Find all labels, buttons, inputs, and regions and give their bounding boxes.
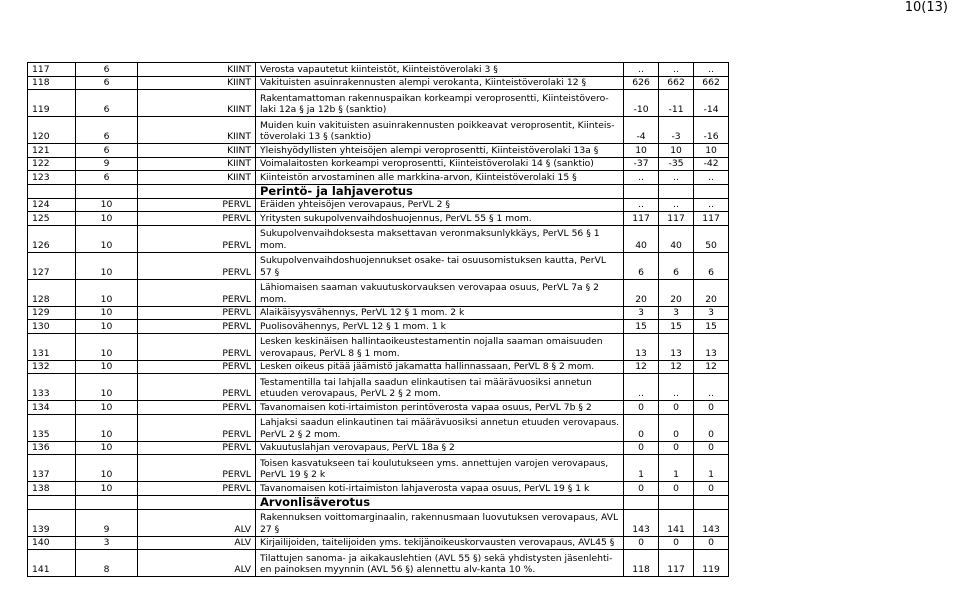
- value-cell: ..: [694, 374, 729, 401]
- empty-cell: [28, 184, 76, 198]
- description-line: Lesken keskinäisen hallintaoikeustestamentin nojalla saaman omaisuuden: [260, 336, 603, 348]
- row-number: 134: [28, 401, 76, 415]
- law-code: PERVL: [138, 306, 256, 320]
- table-row: [28, 550, 729, 577]
- description-line: etuuden verovapaus, PerVL 2 § 2 mom.: [260, 388, 441, 400]
- value-cell: 1: [624, 455, 659, 482]
- description-line: Puolisovähennys, PerVL 12 § 1 mom. 1 k: [260, 320, 446, 332]
- value-cell: ..: [659, 374, 694, 401]
- description-cell: [256, 117, 624, 144]
- law-code: PERVL: [138, 482, 256, 496]
- value-cell: 3: [694, 306, 729, 320]
- table-row: [28, 198, 729, 212]
- table-row: [28, 212, 729, 226]
- value-cell: 13: [624, 333, 659, 360]
- value-cell: ..: [694, 198, 729, 212]
- value-cell: 662: [694, 76, 729, 90]
- row-number: 128: [28, 279, 76, 306]
- description-line: Rakentamattoman rakennuspaikan korkeampi veroprosentti, Kiinteistövero-: [260, 92, 609, 104]
- table-row: [28, 401, 729, 415]
- description-line: Vakuutuslahjan verovapaus, PerVL 18a § 2: [260, 442, 455, 454]
- description-line: Voimalaitosten korkeampi veroprosentti, Kiinteistöverolaki 14 § (sanktio): [260, 158, 594, 170]
- value-cell: 15: [624, 320, 659, 334]
- value-cell: 0: [624, 401, 659, 415]
- law-code: PERVL: [138, 252, 256, 279]
- description-cell: [256, 171, 624, 185]
- description-line: Alaikäisyysvähennys, PerVL 12 § 1 mom. 2 k: [260, 307, 465, 319]
- description-line: mom.: [260, 239, 287, 251]
- value-cell: 0: [624, 414, 659, 441]
- law-code: KIINT: [138, 157, 256, 171]
- row-number: 137: [28, 455, 76, 482]
- value-cell: 13: [659, 333, 694, 360]
- table-row: [28, 360, 729, 374]
- description-line: Rakennuksen voittomarginaalin, rakennusmaan luovutuksen verovapaus, AVL: [260, 512, 619, 524]
- law-code: PERVL: [138, 198, 256, 212]
- value-cell: 40: [624, 225, 659, 252]
- class-code: 10: [76, 401, 138, 415]
- value-cell: -37: [624, 157, 659, 171]
- empty-cell: [76, 184, 138, 198]
- description-line: Muiden kuin vakituisten asuinrakennusten poikkeavat veroprosentit, Kiinteis-: [260, 119, 615, 131]
- row-number: 131: [28, 333, 76, 360]
- description-line: Lahjaksi saadun elinkautinen tai määrävuosiksi annetun etuuden verovapaus.: [260, 417, 620, 429]
- law-code: PERVL: [138, 320, 256, 334]
- law-code: PERVL: [138, 401, 256, 415]
- description-line: töverolaki 13 § (sanktio): [260, 131, 372, 143]
- empty-cell: [76, 495, 138, 509]
- empty-cell: [28, 495, 76, 509]
- description-line: mom.: [260, 293, 287, 305]
- law-code: KIINT: [138, 171, 256, 185]
- empty-cell: [138, 495, 256, 509]
- row-number: 118: [28, 76, 76, 90]
- value-cell: 119: [694, 550, 729, 577]
- description-line: Verosta vapautetut kiinteistöt, Kiinteistöverolaki 3 §: [260, 63, 498, 75]
- description-line: Tavanomaisen koti-irtaimiston perintöverosta vapaa osuus, PerVL 7b § 2: [260, 401, 592, 413]
- row-number: 123: [28, 171, 76, 185]
- value-cell: -4: [624, 117, 659, 144]
- row-number: 121: [28, 144, 76, 158]
- law-code: PERVL: [138, 212, 256, 226]
- description-line: Sukupolvenvaihdoksesta maksettavan veronmaksunlykkäys, PerVL 56 § 1: [260, 228, 600, 240]
- table-row: [28, 157, 729, 171]
- value-cell: 15: [694, 320, 729, 334]
- row-number: 124: [28, 198, 76, 212]
- description-cell: [256, 306, 624, 320]
- class-code: 10: [76, 455, 138, 482]
- value-cell: -3: [659, 117, 694, 144]
- class-code: 10: [76, 225, 138, 252]
- law-code: ALV: [138, 550, 256, 577]
- description-cell: [256, 198, 624, 212]
- class-code: 10: [76, 360, 138, 374]
- description-line: Sukupolvenvaihdoshuojennukset osake- tai osuusomistuksen kautta, PerVL: [260, 255, 606, 267]
- table-row: [28, 414, 729, 441]
- row-number: 119: [28, 90, 76, 117]
- table-row: [28, 441, 729, 455]
- class-code: 10: [76, 198, 138, 212]
- description-cell: [256, 252, 624, 279]
- table-row: [28, 76, 729, 90]
- law-code: KIINT: [138, 117, 256, 144]
- law-code: KIINT: [138, 76, 256, 90]
- value-cell: ..: [624, 171, 659, 185]
- row-number: 127: [28, 252, 76, 279]
- value-cell: -42: [694, 157, 729, 171]
- table-row: [28, 225, 729, 252]
- law-code: KIINT: [138, 144, 256, 158]
- tax-expenditure-table: [27, 62, 729, 577]
- value-cell: 15: [659, 320, 694, 334]
- class-code: 6: [76, 90, 138, 117]
- value-cell: 118: [624, 550, 659, 577]
- description-line: Kiinteistön arvostaminen alle markkina-arvon, Kiinteistöverolaki 15 §: [260, 171, 577, 183]
- description-line: Toisen kasvatukseen tai koulutukseen yms. annettujen varojen verovapaus,: [260, 457, 609, 469]
- class-code: 10: [76, 414, 138, 441]
- value-cell: 0: [659, 536, 694, 550]
- row-number: 132: [28, 360, 76, 374]
- empty-cell: [659, 184, 694, 198]
- class-code: 10: [76, 374, 138, 401]
- description-line: Kirjailijoiden, taitelijoiden yms. tekijänoikeuskorvausten verovapaus, AVL45 §: [260, 537, 615, 549]
- description-line: PerVL 19 § 2 k: [260, 469, 326, 481]
- description-cell: [256, 144, 624, 158]
- value-cell: 117: [624, 212, 659, 226]
- value-cell: -16: [694, 117, 729, 144]
- description-cell: [256, 482, 624, 496]
- value-cell: 117: [659, 550, 694, 577]
- value-cell: 0: [694, 482, 729, 496]
- class-code: 10: [76, 482, 138, 496]
- law-code: PERVL: [138, 441, 256, 455]
- value-cell: 13: [694, 333, 729, 360]
- table-row: [28, 374, 729, 401]
- table-row: [28, 117, 729, 144]
- description-line: PerVL 2 § 2 mom.: [260, 428, 341, 440]
- description-cell: [256, 550, 624, 577]
- description-cell: [256, 90, 624, 117]
- law-code: PERVL: [138, 360, 256, 374]
- description-line: Yritysten sukupolvenvaihdoshuojennus, PerVL 55 § 1 mom.: [260, 212, 532, 224]
- value-cell: 117: [694, 212, 729, 226]
- class-code: 8: [76, 550, 138, 577]
- row-number: 125: [28, 212, 76, 226]
- description-cell: [256, 279, 624, 306]
- class-code: 10: [76, 320, 138, 334]
- value-cell: 662: [659, 76, 694, 90]
- value-cell: 1: [694, 455, 729, 482]
- law-code: ALV: [138, 509, 256, 536]
- law-code: PERVL: [138, 455, 256, 482]
- value-cell: 10: [659, 144, 694, 158]
- value-cell: -11: [659, 90, 694, 117]
- value-cell: 40: [659, 225, 694, 252]
- description-cell: [256, 225, 624, 252]
- value-cell: ..: [624, 198, 659, 212]
- value-cell: 12: [694, 360, 729, 374]
- value-cell: 0: [694, 401, 729, 415]
- table-row: [28, 455, 729, 482]
- description-cell: [256, 157, 624, 171]
- value-cell: 0: [694, 536, 729, 550]
- value-cell: 50: [694, 225, 729, 252]
- value-cell: -10: [624, 90, 659, 117]
- value-cell: 12: [624, 360, 659, 374]
- value-cell: ..: [624, 374, 659, 401]
- value-cell: 0: [659, 401, 694, 415]
- law-code: PERVL: [138, 374, 256, 401]
- table-row: [28, 482, 729, 496]
- table-row: [28, 333, 729, 360]
- description-line: Tavanomaisen koti-irtaimiston lahjaverosta vapaa osuus, PerVL 19 § 1 k: [260, 482, 590, 494]
- law-code: KIINT: [138, 90, 256, 117]
- class-code: 6: [76, 144, 138, 158]
- value-cell: 0: [659, 414, 694, 441]
- row-number: 140: [28, 536, 76, 550]
- law-code: PERVL: [138, 225, 256, 252]
- class-code: 10: [76, 212, 138, 226]
- description-cell: [256, 536, 624, 550]
- description-line: Lesken oikeus pitää jäämistö jakamatta hallinnassaan, PerVL 8 § 2 mom.: [260, 361, 595, 373]
- section-header-row: [28, 184, 729, 198]
- value-cell: 20: [659, 279, 694, 306]
- description-line: Yleishyödyllisten yhteisöjen alempi veroprosentti, Kiinteistöverolaki 13a §: [260, 144, 599, 156]
- description-line: 27 §: [260, 523, 280, 535]
- class-code: 10: [76, 306, 138, 320]
- description-line: Eräiden yhteisöjen verovapaus, PerVL 2 §: [260, 199, 451, 211]
- value-cell: ..: [694, 171, 729, 185]
- description-cell: [256, 441, 624, 455]
- table-row: [28, 536, 729, 550]
- section-title: Arvonlisäverotus: [256, 495, 624, 509]
- value-cell: ..: [624, 63, 659, 77]
- class-code: 9: [76, 157, 138, 171]
- value-cell: 12: [659, 360, 694, 374]
- description-line: laki 12a § ja 12b § (sanktio): [260, 104, 387, 116]
- row-number: 133: [28, 374, 76, 401]
- description-cell: [256, 76, 624, 90]
- description-cell: [256, 212, 624, 226]
- value-cell: 0: [624, 536, 659, 550]
- description-cell: [256, 63, 624, 77]
- table-row: [28, 252, 729, 279]
- description-cell: [256, 374, 624, 401]
- row-number: 139: [28, 509, 76, 536]
- description-line: Testamentilla tai lahjalla saadun elinkautisen tai määrävuosiksi annetun: [260, 376, 592, 388]
- class-code: 10: [76, 252, 138, 279]
- class-code: 6: [76, 76, 138, 90]
- description-line: Tilattujen sanoma- ja aikakauslehtien (AVL 55 §) sekä yhdistysten jäsenlehti-: [260, 552, 613, 564]
- empty-cell: [624, 184, 659, 198]
- description-cell: [256, 509, 624, 536]
- description-cell: [256, 401, 624, 415]
- value-cell: 0: [659, 441, 694, 455]
- class-code: 10: [76, 441, 138, 455]
- value-cell: 626: [624, 76, 659, 90]
- row-number: 141: [28, 550, 76, 577]
- section-title: Perintö- ja lahjaverotus: [256, 184, 624, 198]
- value-cell: 0: [624, 441, 659, 455]
- page-number: 10(13): [904, 0, 948, 15]
- table-row: [28, 63, 729, 77]
- value-cell: 0: [624, 482, 659, 496]
- row-number: 129: [28, 306, 76, 320]
- empty-cell: [694, 184, 729, 198]
- class-code: 9: [76, 509, 138, 536]
- table-row: [28, 279, 729, 306]
- law-code: PERVL: [138, 414, 256, 441]
- value-cell: 1: [659, 455, 694, 482]
- value-cell: 3: [659, 306, 694, 320]
- law-code: PERVL: [138, 333, 256, 360]
- table-row: [28, 320, 729, 334]
- description-cell: [256, 414, 624, 441]
- empty-cell: [659, 495, 694, 509]
- description-line: verovapaus, PerVL 8 § 1 mom.: [260, 347, 400, 359]
- class-code: 10: [76, 333, 138, 360]
- value-cell: 10: [694, 144, 729, 158]
- value-cell: 6: [659, 252, 694, 279]
- row-number: 117: [28, 63, 76, 77]
- value-cell: 141: [659, 509, 694, 536]
- empty-cell: [138, 184, 256, 198]
- table-row: [28, 306, 729, 320]
- value-cell: 3: [624, 306, 659, 320]
- value-cell: ..: [659, 63, 694, 77]
- description-cell: [256, 333, 624, 360]
- class-code: 6: [76, 171, 138, 185]
- row-number: 138: [28, 482, 76, 496]
- description-cell: [256, 320, 624, 334]
- row-number: 135: [28, 414, 76, 441]
- value-cell: 20: [624, 279, 659, 306]
- value-cell: 143: [624, 509, 659, 536]
- value-cell: 6: [694, 252, 729, 279]
- law-code: KIINT: [138, 63, 256, 77]
- row-number: 122: [28, 157, 76, 171]
- description-line: Lähiomaisen saaman vakuutuskorvauksen verovapaa osuus, PerVL 7a § 2: [260, 282, 599, 294]
- value-cell: -14: [694, 90, 729, 117]
- value-cell: ..: [659, 171, 694, 185]
- class-code: 3: [76, 536, 138, 550]
- value-cell: 6: [624, 252, 659, 279]
- row-number: 136: [28, 441, 76, 455]
- class-code: 10: [76, 279, 138, 306]
- empty-cell: [624, 495, 659, 509]
- description-cell: [256, 455, 624, 482]
- row-number: 126: [28, 225, 76, 252]
- law-code: PERVL: [138, 279, 256, 306]
- description-line: Vakituisten asuinrakennusten alempi verokanta, Kiinteistöverolaki 12 §: [260, 77, 587, 89]
- law-code: ALV: [138, 536, 256, 550]
- table-row: [28, 509, 729, 536]
- value-cell: 143: [694, 509, 729, 536]
- row-number: 120: [28, 117, 76, 144]
- value-cell: 0: [694, 414, 729, 441]
- value-cell: 0: [694, 441, 729, 455]
- value-cell: 20: [694, 279, 729, 306]
- value-cell: 0: [659, 482, 694, 496]
- section-header-row: [28, 495, 729, 509]
- row-number: 130: [28, 320, 76, 334]
- description-line: en painoksen myynnin (AVL 56 §) alennettu alv-kanta 10 %.: [260, 564, 536, 576]
- value-cell: ..: [659, 198, 694, 212]
- description-cell: [256, 360, 624, 374]
- empty-cell: [694, 495, 729, 509]
- table-row: [28, 90, 729, 117]
- value-cell: 10: [624, 144, 659, 158]
- value-cell: 117: [659, 212, 694, 226]
- value-cell: ..: [694, 63, 729, 77]
- class-code: 6: [76, 63, 138, 77]
- description-line: 57 §: [260, 266, 280, 278]
- class-code: 6: [76, 117, 138, 144]
- value-cell: -35: [659, 157, 694, 171]
- table-row: [28, 144, 729, 158]
- table-row: [28, 171, 729, 185]
